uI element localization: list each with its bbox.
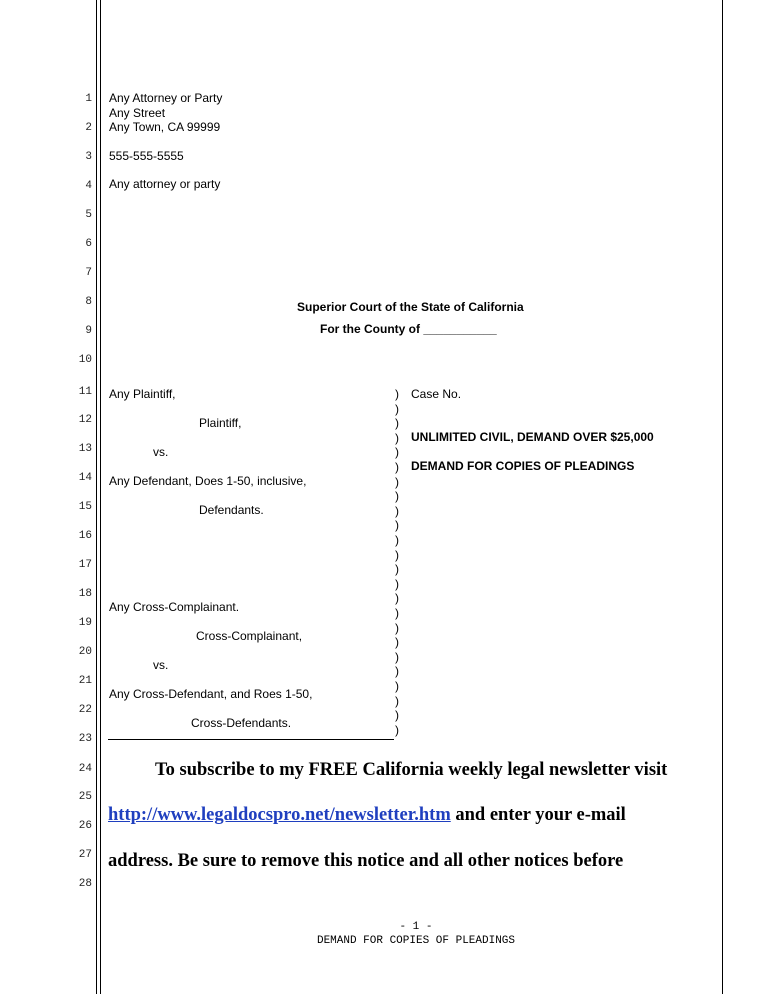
line-number: 15: [78, 501, 92, 513]
defendant-role: Defendants.: [199, 503, 264, 517]
attorney-for: Any attorney or party: [109, 177, 221, 191]
notice-line-2: [108, 805, 626, 826]
paren: ): [395, 620, 399, 635]
line-number: 18: [78, 588, 92, 600]
line-number: 14: [78, 472, 92, 484]
paren: ): [395, 664, 399, 679]
court-county: For the County of ___________: [320, 322, 497, 336]
line-number: 23: [78, 733, 92, 745]
plaintiff-name: Any Plaintiff,: [109, 387, 176, 401]
line-number: 1: [85, 93, 92, 105]
plaintiff-role: Plaintiff,: [199, 416, 242, 430]
paren: ): [395, 460, 399, 474]
document-title: DEMAND FOR COPIES OF PLEADINGS: [411, 459, 635, 473]
paren: ): [395, 430, 399, 445]
line-number: 20: [78, 646, 92, 658]
line-number: 4: [85, 180, 92, 192]
line-number: 26: [78, 820, 92, 832]
paren: ): [395, 649, 399, 664]
paren: ): [395, 606, 399, 620]
right-margin-rule: [722, 0, 723, 994]
line-number: 9: [85, 325, 92, 337]
line-number: 12: [78, 414, 92, 426]
line-number: 24: [78, 763, 92, 775]
cross-defendant-name: Any Cross-Defendant, and Roes 1-50,: [109, 687, 313, 701]
cross-defendant-role: Cross-Defendants.: [191, 716, 292, 730]
line-number: 28: [78, 878, 92, 890]
paren: ): [395, 474, 399, 489]
attorney-name: Any Attorney or Party: [109, 91, 223, 105]
paren: ): [395, 547, 399, 562]
caption-underline: [108, 739, 394, 740]
line-number: 2: [85, 122, 92, 134]
line-number: 6: [85, 238, 92, 250]
line-number: 3: [85, 151, 92, 163]
paren: ): [395, 416, 399, 431]
line-number: 17: [78, 559, 92, 571]
court-name: Superior Court of the State of California: [297, 300, 524, 314]
line-number: 21: [78, 675, 92, 687]
line-number: 27: [78, 849, 92, 861]
line-number: 22: [78, 704, 92, 716]
line-number: 8: [85, 296, 92, 308]
cross-complainant-role: Cross-Complainant,: [196, 629, 303, 643]
paren: ): [395, 576, 399, 591]
footer-page-number: - 1 -: [399, 921, 433, 933]
paren: ): [395, 708, 399, 723]
line-number: 5: [85, 209, 92, 221]
paren: ): [395, 591, 399, 606]
versus-label: vs.: [153, 658, 169, 672]
line-number: 19: [78, 617, 92, 629]
notice-line-2-text: and enter your e-mail: [450, 805, 626, 825]
paren: ): [395, 679, 399, 693]
paren: ): [395, 445, 399, 460]
newsletter-link[interactable]: http://www.legaldocspro.net/newsletter.htm: [108, 805, 451, 825]
paren: ): [395, 401, 399, 416]
paren: ): [395, 518, 399, 533]
footer-document-title: DEMAND FOR COPIES OF PLEADINGS: [316, 935, 516, 947]
case-number-label: Case No.: [411, 387, 462, 401]
line-number: 11: [78, 386, 92, 398]
defendant-name: Any Defendant, Does 1-50, inclusive,: [109, 474, 307, 488]
line-number: 10: [78, 354, 92, 366]
line-number: 13: [78, 443, 92, 455]
paren: ): [395, 489, 399, 504]
left-margin-rule-inner: [100, 0, 101, 994]
line-number: 7: [85, 267, 92, 279]
paren: ): [395, 562, 399, 577]
paren: ): [395, 387, 399, 401]
notice-line-3: address. Be sure to remove this notice and all other notices before: [108, 851, 624, 871]
paren: ): [395, 635, 399, 650]
line-number: 25: [78, 791, 92, 803]
line-number: 16: [78, 530, 92, 542]
paren: ): [395, 503, 399, 518]
cross-complainant-name: Any Cross-Complainant.: [109, 600, 240, 614]
paren: ): [395, 722, 399, 737]
attorney-street: Any Street: [109, 106, 166, 120]
left-margin-rule-outer: [96, 0, 97, 994]
attorney-city: Any Town, CA 99999: [109, 120, 221, 134]
case-type: UNLIMITED CIVIL, DEMAND OVER $25,000: [411, 430, 654, 444]
attorney-phone: 555-555-5555: [109, 149, 184, 163]
paren: ): [395, 533, 399, 547]
paren: ): [395, 693, 399, 708]
notice-line-1: To subscribe to my FREE California weekly legal newsletter visit: [155, 760, 668, 780]
versus-label: vs.: [153, 445, 169, 459]
